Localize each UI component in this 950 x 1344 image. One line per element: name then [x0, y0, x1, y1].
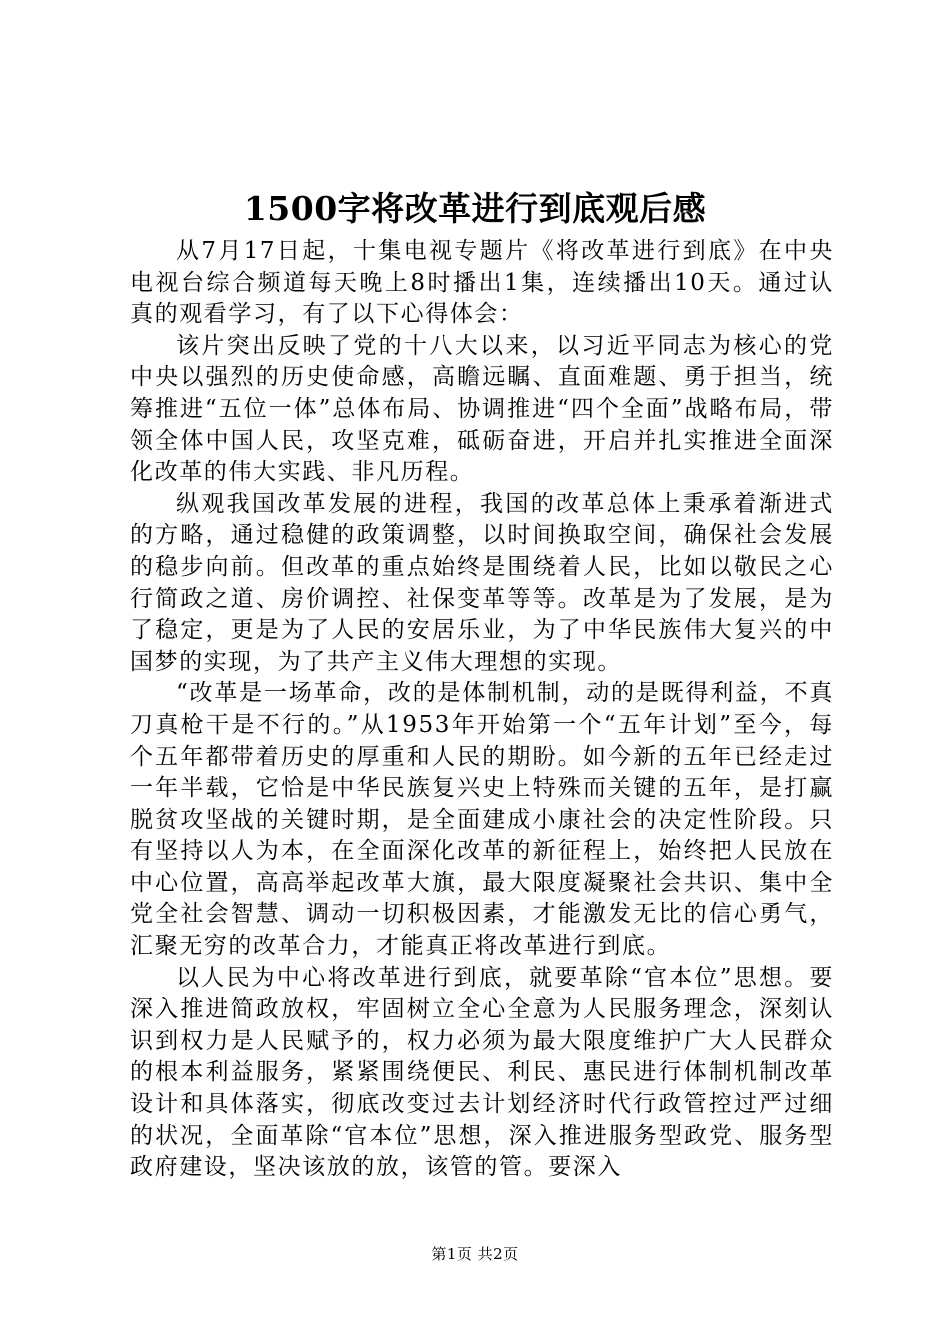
document-title: 1500字将改革进行到底观后感	[243, 189, 707, 228]
page-number-footer: 第1页 共2页	[431, 1245, 519, 1263]
paragraph-5: 以人民为中心将改革进行到底，就要革除“官本位”思想。要深入推进简政放权，牢固树立全心全意为人民服务理念，深刻认识到权力是人民赋予的，权力必须为最大限度维护广大人民群众的根本利益服务，紧紧围绕便民、利民、惠民进行体制机制改革设计和具体落实，彻底改变过去计划经济时代行政管控过严过细的状况，全面革除“官本位”思想，深入推进服务型政党、服务型政府建设，坚决该放的放，该管的管。要深入	[130, 964, 834, 1181]
paragraph-3: 纵观我国改革发展的进程，我国的改革总体上秉承着渐进式的方略，通过稳健的政策调整，以时间换取空间，确保社会发展的稳步向前。但改革的重点始终是围绕着人民，比如以敬民之心行简政之道、房价调控、社保变革等等。改革是为了发展，是为了稳定，更是为了人民的安居乐业，为了中华民族伟大复兴的中国梦的实现，为了共产主义伟大理想的实现。	[130, 490, 834, 675]
paragraph-1: 从7月17日起，十集电视专题片《将改革进行到底》在中央电视台综合频道每天晚上8时播出1集，连续播出10天。通过认真的观看学习，有了以下心得体会：	[130, 238, 834, 328]
paragraph-2: 该片突出反映了党的十八大以来，以习近平同志为核心的党中央以强烈的历史使命感，高瞻远瞩、直面难题、勇于担当，统筹推进“五位一体”总体布局、协调推进“四个全面”战略布局，带领全体中国人民，攻坚克难，砥砺奋进，开启并扎实推进全面深化改革的伟大实践、非凡历程。	[130, 332, 834, 486]
paragraph-4: “改革是一场革命，改的是体制机制，动的是既得利益，不真刀真枪干是不行的。”从1953年开始第一个“五年计划”至今，每个五年都带着历史的厚重和人民的期盼。如今新的五年已经走过一年半载，它恰是中华民族复兴史上特殊而关键的五年，是打赢脱贫攻坚战的关键时期，是全面建成小康社会的决定性阶段。只有坚持以人为本，在全面深化改革的新征程上，始终把人民放在中心位置，高高举起改革大旗，最大限度凝聚社会共识、集中全党全社会智慧、调动一切积极因素，才能激发无比的信心勇气，汇聚无穷的改革合力，才能真正将改革进行到底。	[130, 680, 834, 960]
document-body	[130, 236, 834, 1184]
